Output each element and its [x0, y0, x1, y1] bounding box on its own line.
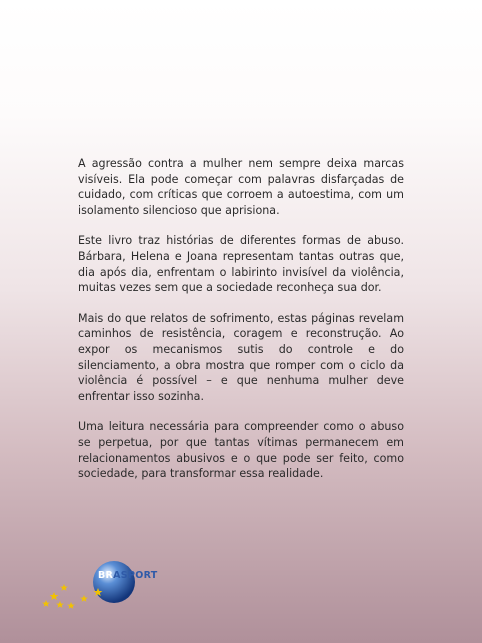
publisher-name-prefix: BR — [98, 570, 114, 581]
paragraph-1: A agressão contra a mulher nem sempre deixa marcas visíveis. Ela pode começar com palavras disfarçadas de cuidado, com críticas que corroem a autoestima, com um isolamento silencioso que aprisiona. — [78, 157, 404, 217]
publisher-name-rest: ASPORT — [113, 570, 158, 581]
paragraph-3: Mais do que relatos de sofrimento, estas páginas revelam caminhos de resistência, coragem e reconstrução. Ao expor os mecanismos sutis do controle e do silenciamento, a obra mostra que romper com o ciclo da violência é possível – e que nenhuma mulher deve enfrentar isso sozinha. — [78, 311, 404, 403]
publisher-logo — [40, 560, 180, 610]
paragraph-4: Uma leitura necessária para compreender como o abuso se perpetua, por que tantas vítimas permanecem em relacionamentos abusivos e o que pode ser feito, como sociedade, para transformar essa realidade. — [78, 420, 404, 481]
back-cover-text — [78, 156, 404, 497]
publisher-name — [98, 570, 158, 581]
paragraph-2: Este livro traz histórias de diferentes formas de abuso. Bárbara, Helena e Joana representam tantas outras que, dia após dia, enfrentam o labirinto invisível da violência, muitas vezes sem que a sociedade reconheça sua dor. — [78, 234, 404, 295]
